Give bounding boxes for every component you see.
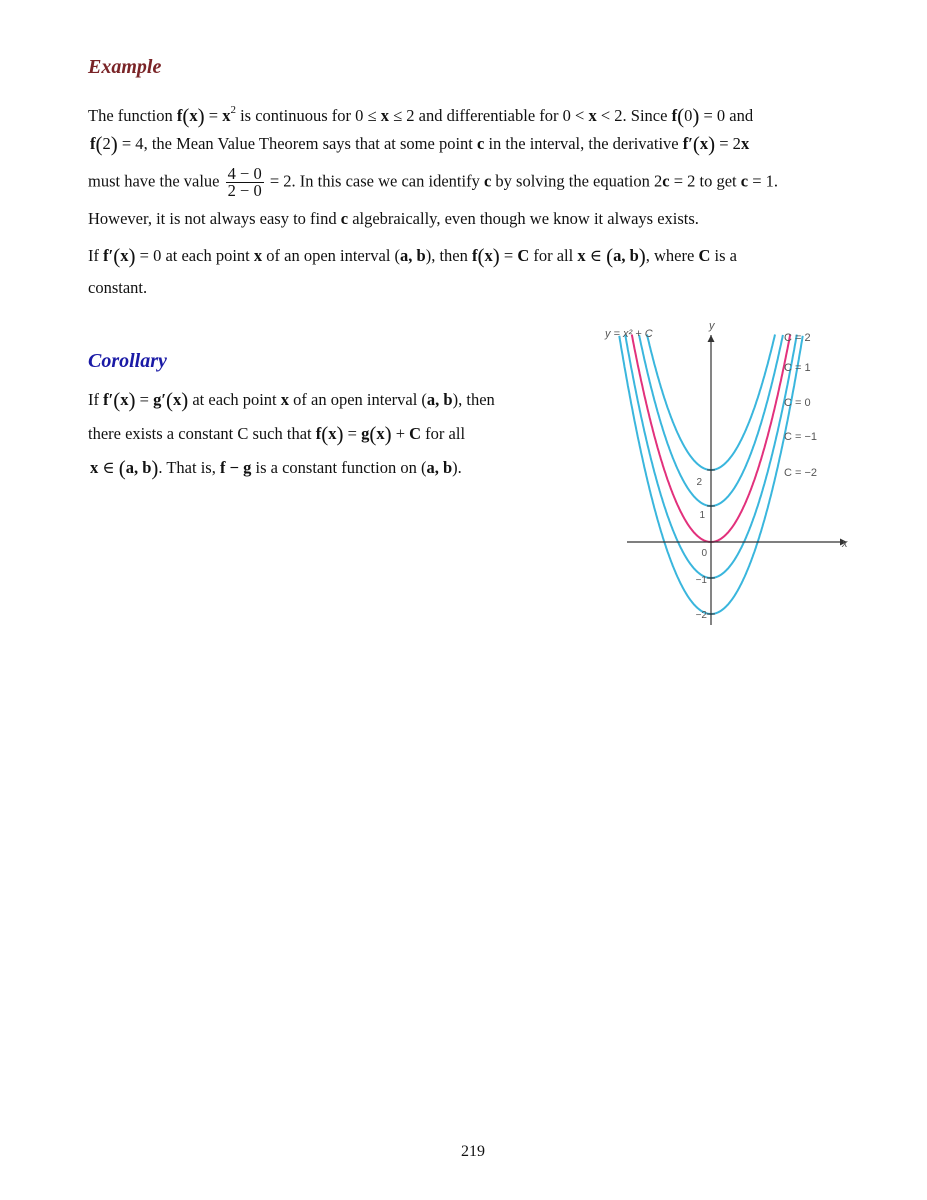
math-f: f: [90, 134, 96, 153]
math-b: b: [629, 246, 639, 265]
text: constant.: [88, 278, 148, 297]
y-tick-label: 2: [696, 477, 702, 488]
curve-equation-label: y = x² + C: [605, 328, 653, 340]
math-plus: +: [391, 424, 410, 443]
text: However, it is not always easy to find: [88, 209, 341, 228]
y-tick-label: −1: [695, 575, 707, 586]
math-eq: =: [135, 390, 154, 409]
math-x: x: [328, 424, 337, 443]
text: . That is,: [158, 458, 220, 477]
math-x: x: [588, 106, 597, 125]
math-c: c: [340, 209, 349, 228]
text: The function: [88, 106, 177, 125]
text: ).: [452, 458, 462, 477]
text: If: [88, 246, 104, 265]
fraction: [226, 166, 264, 199]
y-tick-label: 1: [699, 510, 705, 521]
math-eq: =: [204, 106, 223, 125]
math-b: b: [442, 458, 453, 477]
math-c: c: [740, 171, 749, 191]
math-x: x: [280, 390, 290, 409]
math-f: f: [176, 106, 183, 125]
math-a: a,: [125, 458, 139, 477]
math-x: x: [120, 246, 129, 265]
text: , the Mean Value Theorem says that at some point: [143, 134, 478, 153]
math-x: x: [172, 390, 182, 409]
math-arg: 2: [102, 134, 111, 153]
math-fprime: f′: [682, 134, 693, 153]
math-ineq: < 2: [596, 106, 623, 125]
math-a: a,: [400, 246, 413, 265]
math-x: x: [189, 106, 198, 125]
math-ineq: 0 <: [562, 106, 589, 125]
corollary-heading: Corollary: [88, 350, 167, 372]
corollary-line-3: x ∈ (a, b). That is, f − g is a constant function on (a, b).: [90, 456, 462, 480]
math-g: g: [361, 424, 370, 443]
text: , where: [645, 246, 699, 265]
text: ), then: [425, 246, 472, 265]
math-gprime: g′: [153, 390, 166, 409]
legend-c2: C = 2: [784, 332, 811, 344]
text: at each point: [161, 246, 254, 265]
math-val: = 4: [117, 134, 144, 153]
y-axis-arrow: [708, 335, 715, 342]
math-elem: ∈: [585, 246, 607, 265]
math-val: = 0: [699, 106, 726, 125]
y-axis-label: y: [709, 320, 715, 332]
math-eq: =: [343, 424, 362, 443]
example-line-3: [88, 166, 778, 199]
math-val: = 0: [135, 246, 162, 265]
text: must have the value: [88, 171, 224, 191]
example-line-4: [88, 207, 699, 231]
text: there exists a constant C such that: [88, 424, 316, 443]
fraction-numerator: 4 − 0: [227, 164, 262, 183]
text: . Since: [622, 106, 672, 125]
example-heading: Example: [88, 56, 162, 78]
text: . In this case we can identify: [291, 171, 484, 191]
text: is a constant function on (: [251, 458, 427, 477]
math-c: c: [662, 171, 670, 191]
example-line-5: If f′(x) = 0 at each point x of an open interval (a, b), then f(x) = C for all x ∈ (a, b), where C is a: [88, 244, 737, 268]
text: = 2 to get: [669, 171, 741, 191]
text: algebraically, even though we know it always exists.: [348, 209, 699, 228]
text: and differentiable for: [414, 106, 563, 125]
text: for all: [529, 246, 578, 265]
math-exponent: 2: [230, 104, 236, 116]
y-tick-label: −2: [695, 610, 707, 621]
text: and: [725, 106, 754, 125]
legend-c0: C = 0: [784, 397, 811, 409]
math-b: b: [142, 458, 152, 477]
math-x: x: [484, 246, 493, 265]
example-line-6: [88, 276, 147, 300]
math-x: x: [120, 390, 129, 409]
text: for all: [421, 424, 466, 443]
text: at each point: [188, 390, 281, 409]
math-C: C: [409, 424, 422, 443]
math-f: f: [472, 246, 478, 265]
math-fprime: f′: [103, 246, 114, 265]
math-x: x: [740, 134, 750, 153]
math-x: x: [376, 424, 385, 443]
legend-c1: C = 1: [784, 362, 811, 374]
math-x: x: [577, 246, 586, 265]
math-eq: =: [499, 246, 518, 265]
example-line-2: f(2) = 4, the Mean Value Theorem says that at some point c in the interval, the derivative f′(x) = 2x: [90, 132, 750, 156]
math-elem: ∈: [98, 458, 119, 477]
legend-cm2: C = −2: [784, 467, 818, 479]
math-val: = 2: [715, 134, 741, 153]
corollary-line-1: If f′(x) = g′(x) at each point x of an open interval (a, b), then: [88, 388, 495, 412]
corollary-line-2: there exists a constant C such that f(x) = g(x) + C for all: [88, 422, 466, 446]
x-axis-label: x: [842, 538, 848, 550]
text: of an open interval (: [289, 390, 427, 409]
math-x: x: [699, 134, 709, 153]
parabola-family-figure: [595, 315, 865, 635]
math-fprime: f′: [103, 390, 114, 409]
text: If: [88, 390, 104, 409]
math-C: C: [517, 246, 530, 265]
text: is continuous for: [235, 106, 356, 125]
text: by solving the equation 2: [491, 171, 663, 191]
math-ineq: ≤ 2: [388, 106, 415, 125]
text: in the interval, the derivative: [484, 134, 683, 153]
math-b: b: [443, 390, 453, 409]
math-a: a,: [426, 390, 440, 409]
page-number: 219: [461, 1143, 485, 1160]
math-x: x: [222, 106, 231, 125]
text: = 1.: [748, 171, 779, 191]
math-b: b: [416, 246, 426, 265]
fraction-denominator: 2 − 0: [227, 181, 262, 200]
math-a: a,: [613, 246, 626, 265]
y-tick-label: 0: [701, 548, 707, 559]
math-arg: 0: [684, 106, 693, 125]
math-x: x: [253, 246, 263, 265]
example-line-1: The function $f(x) = x^2$ is continuous for 0 ≤ x ≤ 2 and differentiable for 0 < x < 2. Since f(0) = 0 and: [88, 104, 754, 128]
math-x: x: [90, 458, 99, 477]
text: is a: [710, 246, 737, 265]
math-C: C: [698, 246, 711, 265]
math-c: c: [477, 134, 485, 153]
text: of an open interval (: [262, 246, 401, 265]
legend-cm1: C = −1: [784, 431, 818, 443]
math-f: f: [671, 106, 678, 125]
text: ), then: [452, 390, 495, 409]
math-a: a,: [426, 458, 439, 477]
math-c: c: [483, 171, 492, 191]
math-f: f: [315, 424, 322, 443]
math-ineq: 0 ≤: [355, 106, 381, 125]
math-val: = 2: [265, 171, 292, 191]
math-x: x: [380, 106, 389, 125]
math-f-minus-g: f − g: [219, 458, 252, 477]
